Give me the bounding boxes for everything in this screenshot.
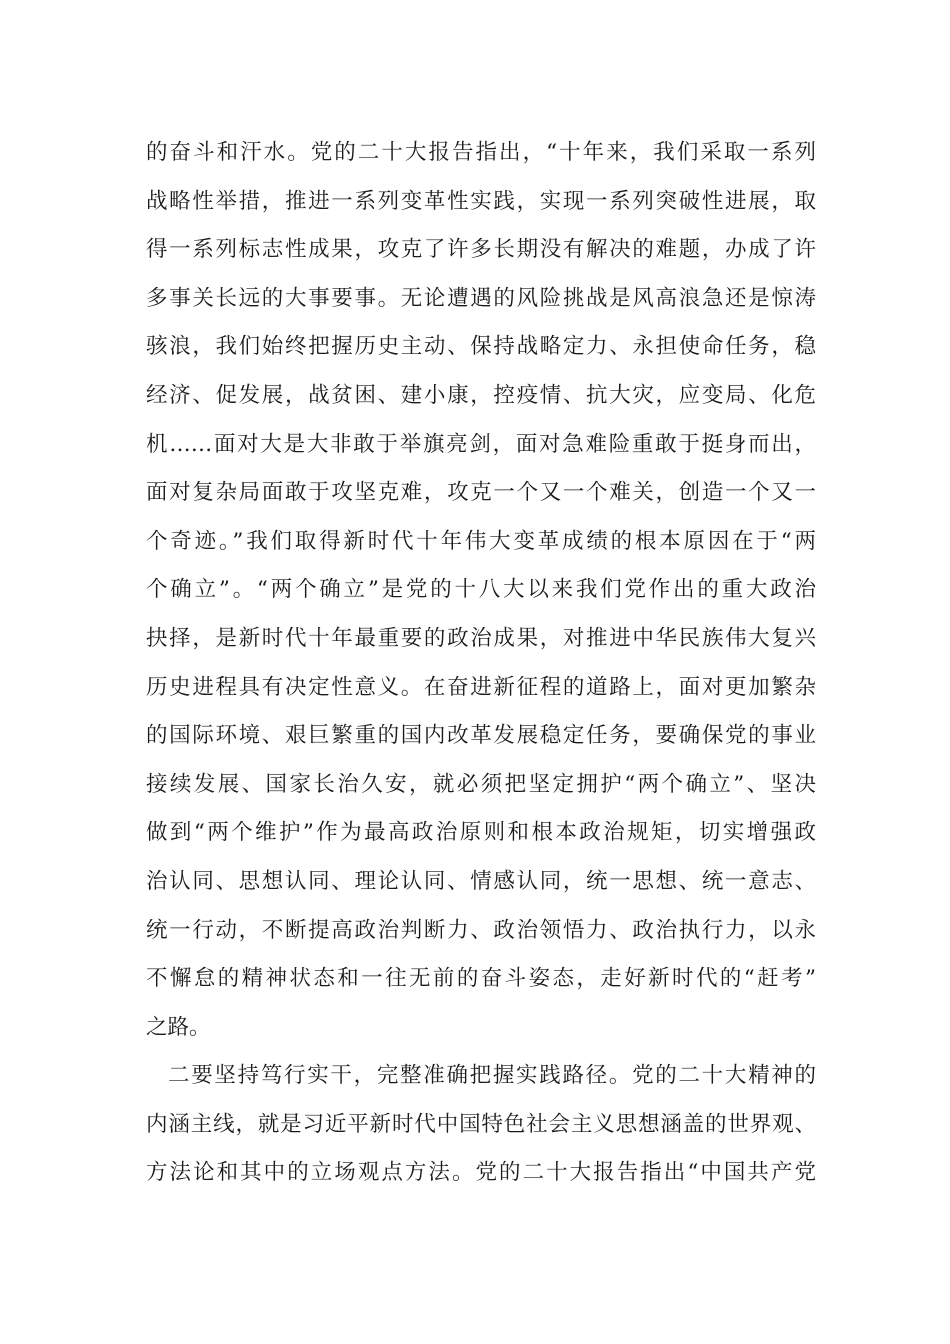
text-line: 接续发展、国家长治久安，就必须把坚定拥护“两个确立”、坚决 (146, 771, 816, 797)
text-line: 二要坚持笃行实干，完整准确把握实践路径。党的二十大精神的 (168, 1063, 816, 1089)
text-line: 战略性举措，推进一系列变革性实践，实现一系列突破性进展，取 (146, 188, 816, 214)
text-line: 做到“两个维护”作为最高政治原则和根本政治规矩，切实增强政 (146, 820, 816, 846)
body-text (146, 129, 816, 1198)
text-line: 机……面对大是大非敢于举旗亮剑，面对急难险重敢于挺身而出， (146, 431, 816, 457)
text-line: 不懈怠的精神状态和一往无前的奋斗姿态，走好新时代的“赶考” (146, 966, 816, 992)
text-line: 多事关长远的大事要事。无论遭遇的风险挑战是风高浪急还是惊涛 (146, 285, 816, 311)
paragraph-1 (146, 129, 816, 1052)
text-line: 方法论和其中的立场观点方法。党的二十大报告指出“中国共产党 (146, 1160, 816, 1186)
text-line: 的国际环境、艰巨繁重的国内改革发展稳定任务，要确保党的事业 (146, 723, 816, 749)
text-line: 治认同、思想认同、理论认同、情感认同，统一思想、统一意志、 (146, 868, 816, 894)
text-line: 个确立”。“两个确立”是党的十八大以来我们党作出的重大政治 (146, 577, 816, 603)
text-line: 历史进程具有决定性意义。在奋进新征程的道路上，面对更加繁杂 (146, 674, 816, 700)
text-line: 之路。 (146, 1014, 211, 1040)
text-line: 统一行动，不断提高政治判断力、政治领悟力、政治执行力，以永 (146, 917, 816, 943)
paragraph-2 (146, 1052, 816, 1198)
text-line: 的奋斗和汗水。党的二十大报告指出，“十年来，我们采取一系列 (146, 140, 816, 165)
text-line: 个奇迹。”我们取得新时代十年伟大变革成绩的根本原因在于“两 (146, 528, 816, 554)
text-line: 经济、促发展，战贫困、建小康，控疫情、抗大灾，应变局、化危 (146, 382, 816, 408)
text-line: 内涵主线，就是习近平新时代中国特色社会主义思想涵盖的世界观、 (146, 1111, 816, 1137)
text-line: 得一系列标志性成果，攻克了许多长期没有解决的难题，办成了许 (146, 237, 816, 263)
text-line: 面对复杂局面敢于攻坚克难，攻克一个又一个难关，创造一个又一 (146, 480, 816, 506)
text-line: 抉择，是新时代十年最重要的政治成果，对推进中华民族伟大复兴 (146, 625, 816, 651)
text-line: 骇浪，我们始终把握历史主动、保持战略定力、永担使命任务，稳 (146, 334, 816, 360)
